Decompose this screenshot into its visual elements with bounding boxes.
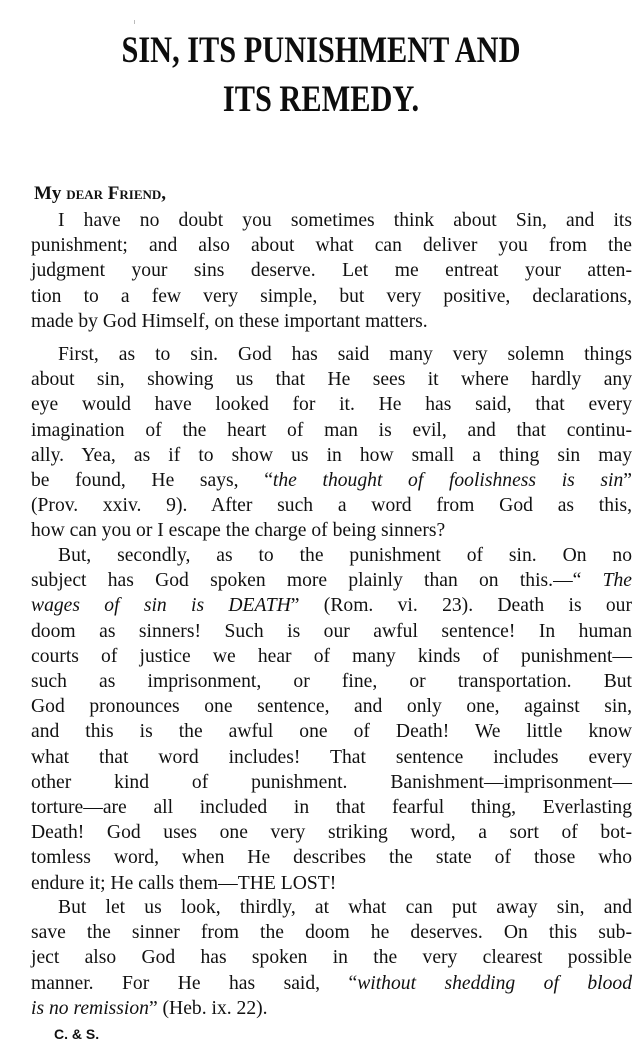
title-line-2: ITS REMEDY.: [222, 79, 420, 120]
text-line: other kind of punishment. Banishment—imprisonment—: [31, 771, 632, 793]
text-run: ”: [623, 470, 632, 491]
text-line: courts of justice we hear of many kinds of punishment—: [31, 645, 632, 667]
text-line: [31, 971, 632, 996]
text-line: ject also God has spoken in the very clearest possible: [31, 947, 632, 969]
text-line: tion to a few very simple, but very positive, declarations,: [31, 285, 632, 307]
text-line: save the sinner from the doom he deserves. On this sub-: [31, 922, 632, 944]
text-line: eye would have looked for it. He has said, that every: [31, 394, 632, 416]
text-run: ” (Heb. ix. 22).: [148, 997, 268, 1019]
text-run: manner. For He has said, “: [31, 972, 358, 994]
title-line-1: SIN, ITS PUNISHMENT AND: [121, 30, 521, 71]
scripture-quote: The: [602, 570, 632, 592]
text-line: about sin, showing us that He sees it where hardly any: [31, 369, 632, 391]
text-line: [31, 593, 632, 618]
text-line: judgment your sins deserve. Let me entreat your atten-: [31, 260, 632, 282]
text-line: (Prov. xxiv. 9). After such a word from God as this,: [31, 495, 632, 517]
text-line: I have no doubt you sometimes think about Sin, and its: [58, 210, 632, 231]
text-line: tomless word, when He describes the state of those who: [31, 847, 632, 869]
text-line: doom as sinners! Such is our awful sentence! In human: [31, 620, 632, 642]
text-run: ” (Rom. vi. 23). Death is our: [290, 595, 632, 617]
text-line: and this is the awful one of Death! We little know: [31, 721, 632, 743]
salutation-rest: dear Friend,: [66, 183, 167, 204]
text-line: imagination of the heart of man is evil, and that continu-: [31, 419, 632, 441]
scripture-quote: is no remission: [31, 997, 149, 1019]
text-line: [31, 996, 632, 1021]
text-line: torture—are all included in that fearful thing, Everlasting: [31, 797, 632, 818]
print-speck: [134, 20, 135, 24]
text-line: endure it; He calls them—THE LOST!: [31, 872, 337, 894]
text-line: God pronounces one sentence, and only one, against sin,: [31, 696, 632, 718]
salutation-first: My: [34, 183, 62, 204]
text-line: how can you or I escape the charge of being sinners?: [31, 520, 446, 542]
text-line: Death! God uses one very striking word, a sort of bot-: [31, 822, 632, 844]
text-line: made by God Himself, on these important matters.: [31, 310, 428, 332]
text-line: such as imprisonment, or fine, or transportation. But: [31, 671, 632, 692]
signature: C. & S.: [54, 1026, 100, 1042]
text-line: punishment; and also about what can deliver you from the: [31, 235, 632, 257]
scripture-quote: the thought of foolishness is sin: [272, 470, 624, 491]
text-line: But, secondly, as to the punishment of sin. On no: [58, 545, 632, 566]
scripture-quote: wages of sin is DEATH: [31, 595, 291, 617]
text-line: But let us look, thirdly, at what can put away sin, and: [58, 897, 632, 918]
text-line: [31, 468, 632, 493]
text-line: First, as to sin. God has said many very solemn things: [58, 344, 632, 365]
text-line: what that word includes! That sentence includes every: [31, 746, 632, 768]
text-line: ally. Yea, as if to show us in how small a thing sin may: [31, 444, 632, 466]
text-run: be found, He says, “: [31, 470, 273, 491]
scripture-quote: without shedding of blood: [357, 972, 633, 994]
text-run: subject has God spoken more plainly than on this.—“: [31, 570, 603, 592]
salutation: [34, 183, 166, 205]
text-line: [31, 568, 632, 593]
